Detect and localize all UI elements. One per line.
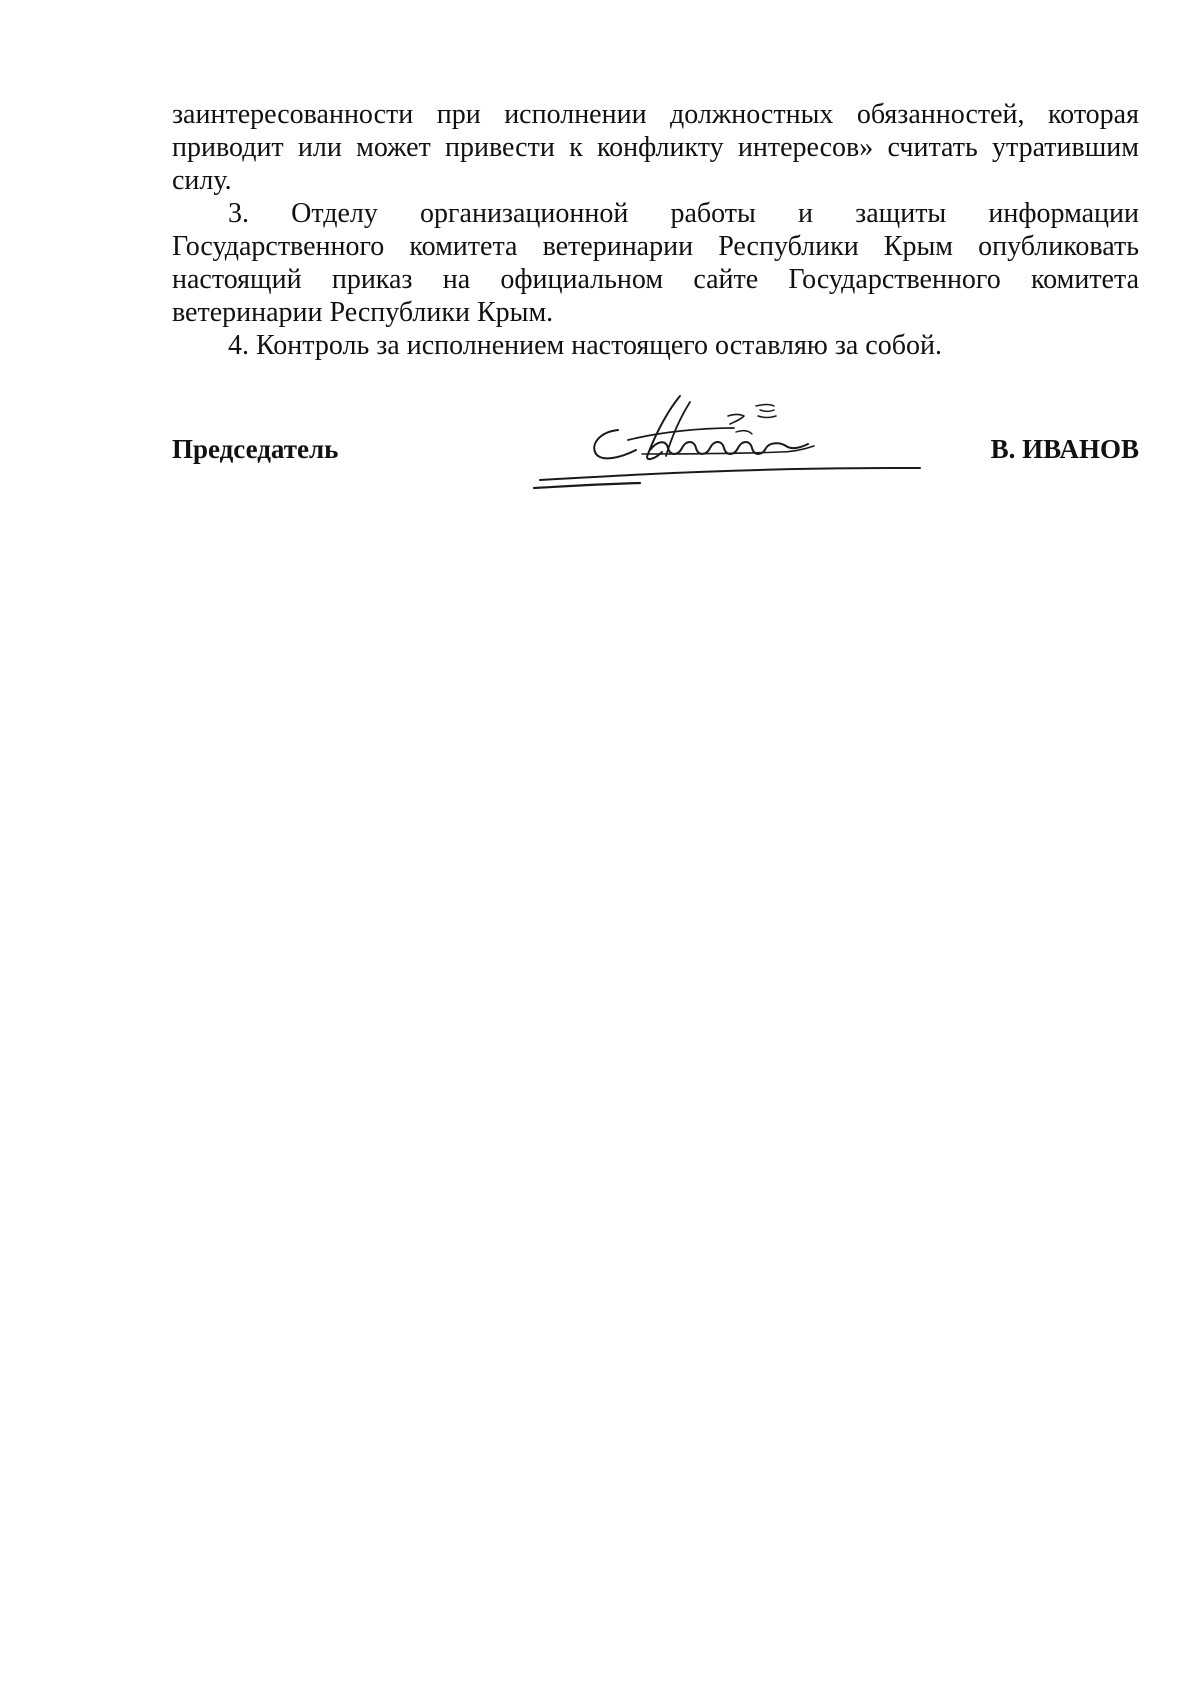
document-body (172, 98, 1139, 362)
handwritten-signature (530, 388, 930, 498)
paragraph-3: 3. Отделу организационной работы и защиты информации Государственного комитета ветеринарии Республики Крым опубликовать настоящий приказ на официальном сайте Государственного комитета ветеринарии Республики Крым. (172, 198, 1139, 328)
paragraph-4: 4. Контроль за исполнением настоящего оставляю за собой. (228, 330, 942, 361)
signature-block (172, 388, 1139, 498)
signer-position: Председатель (172, 434, 339, 464)
signer-name: В. ИВАНОВ (990, 434, 1139, 464)
paragraph-continuation: заинтересованности при исполнении должностных обязанностей, которая приводит или может привести к конфликту интересов» считать утратившим силу. (172, 99, 1139, 196)
